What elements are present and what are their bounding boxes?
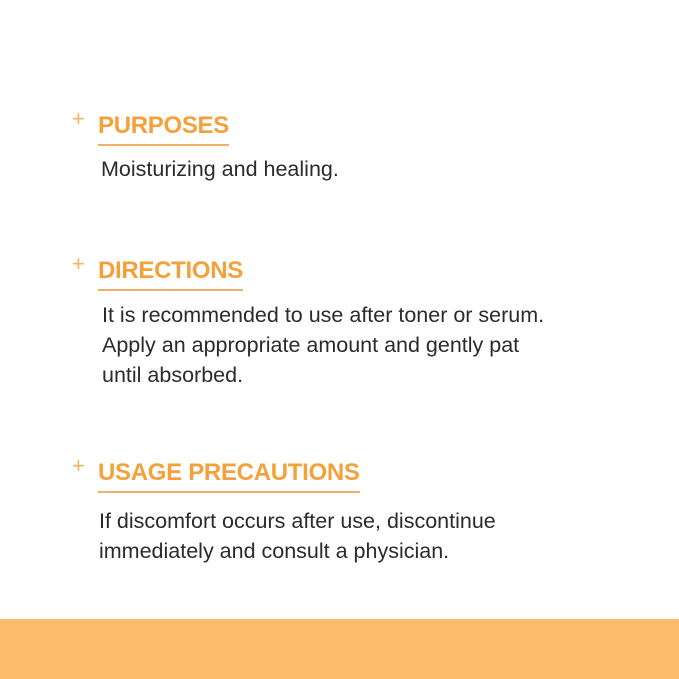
section-body-usage-precautions	[99, 506, 659, 566]
section-body-directions	[102, 300, 662, 390]
section-body-purposes	[101, 154, 339, 184]
section-heading-usage-precautions: USAGE PRECAUTIONS	[98, 461, 360, 493]
plus-icon: +	[72, 251, 85, 276]
body-line: Moisturizing and healing.	[101, 157, 339, 181]
footer-bar	[0, 619, 679, 679]
body-line: If discomfort occurs after use, discontinue	[99, 509, 496, 533]
body-line: immediately and consult a physician.	[99, 539, 450, 563]
section-heading-directions: DIRECTIONS	[98, 259, 243, 291]
plus-icon: +	[72, 453, 85, 478]
body-line: It is recommended to use after toner or serum.	[102, 303, 545, 327]
body-line: until absorbed.	[102, 363, 244, 387]
body-line: Apply an appropriate amount and gently pat	[102, 333, 520, 357]
plus-icon: +	[72, 106, 85, 131]
section-heading-purposes: PURPOSES	[98, 114, 229, 146]
